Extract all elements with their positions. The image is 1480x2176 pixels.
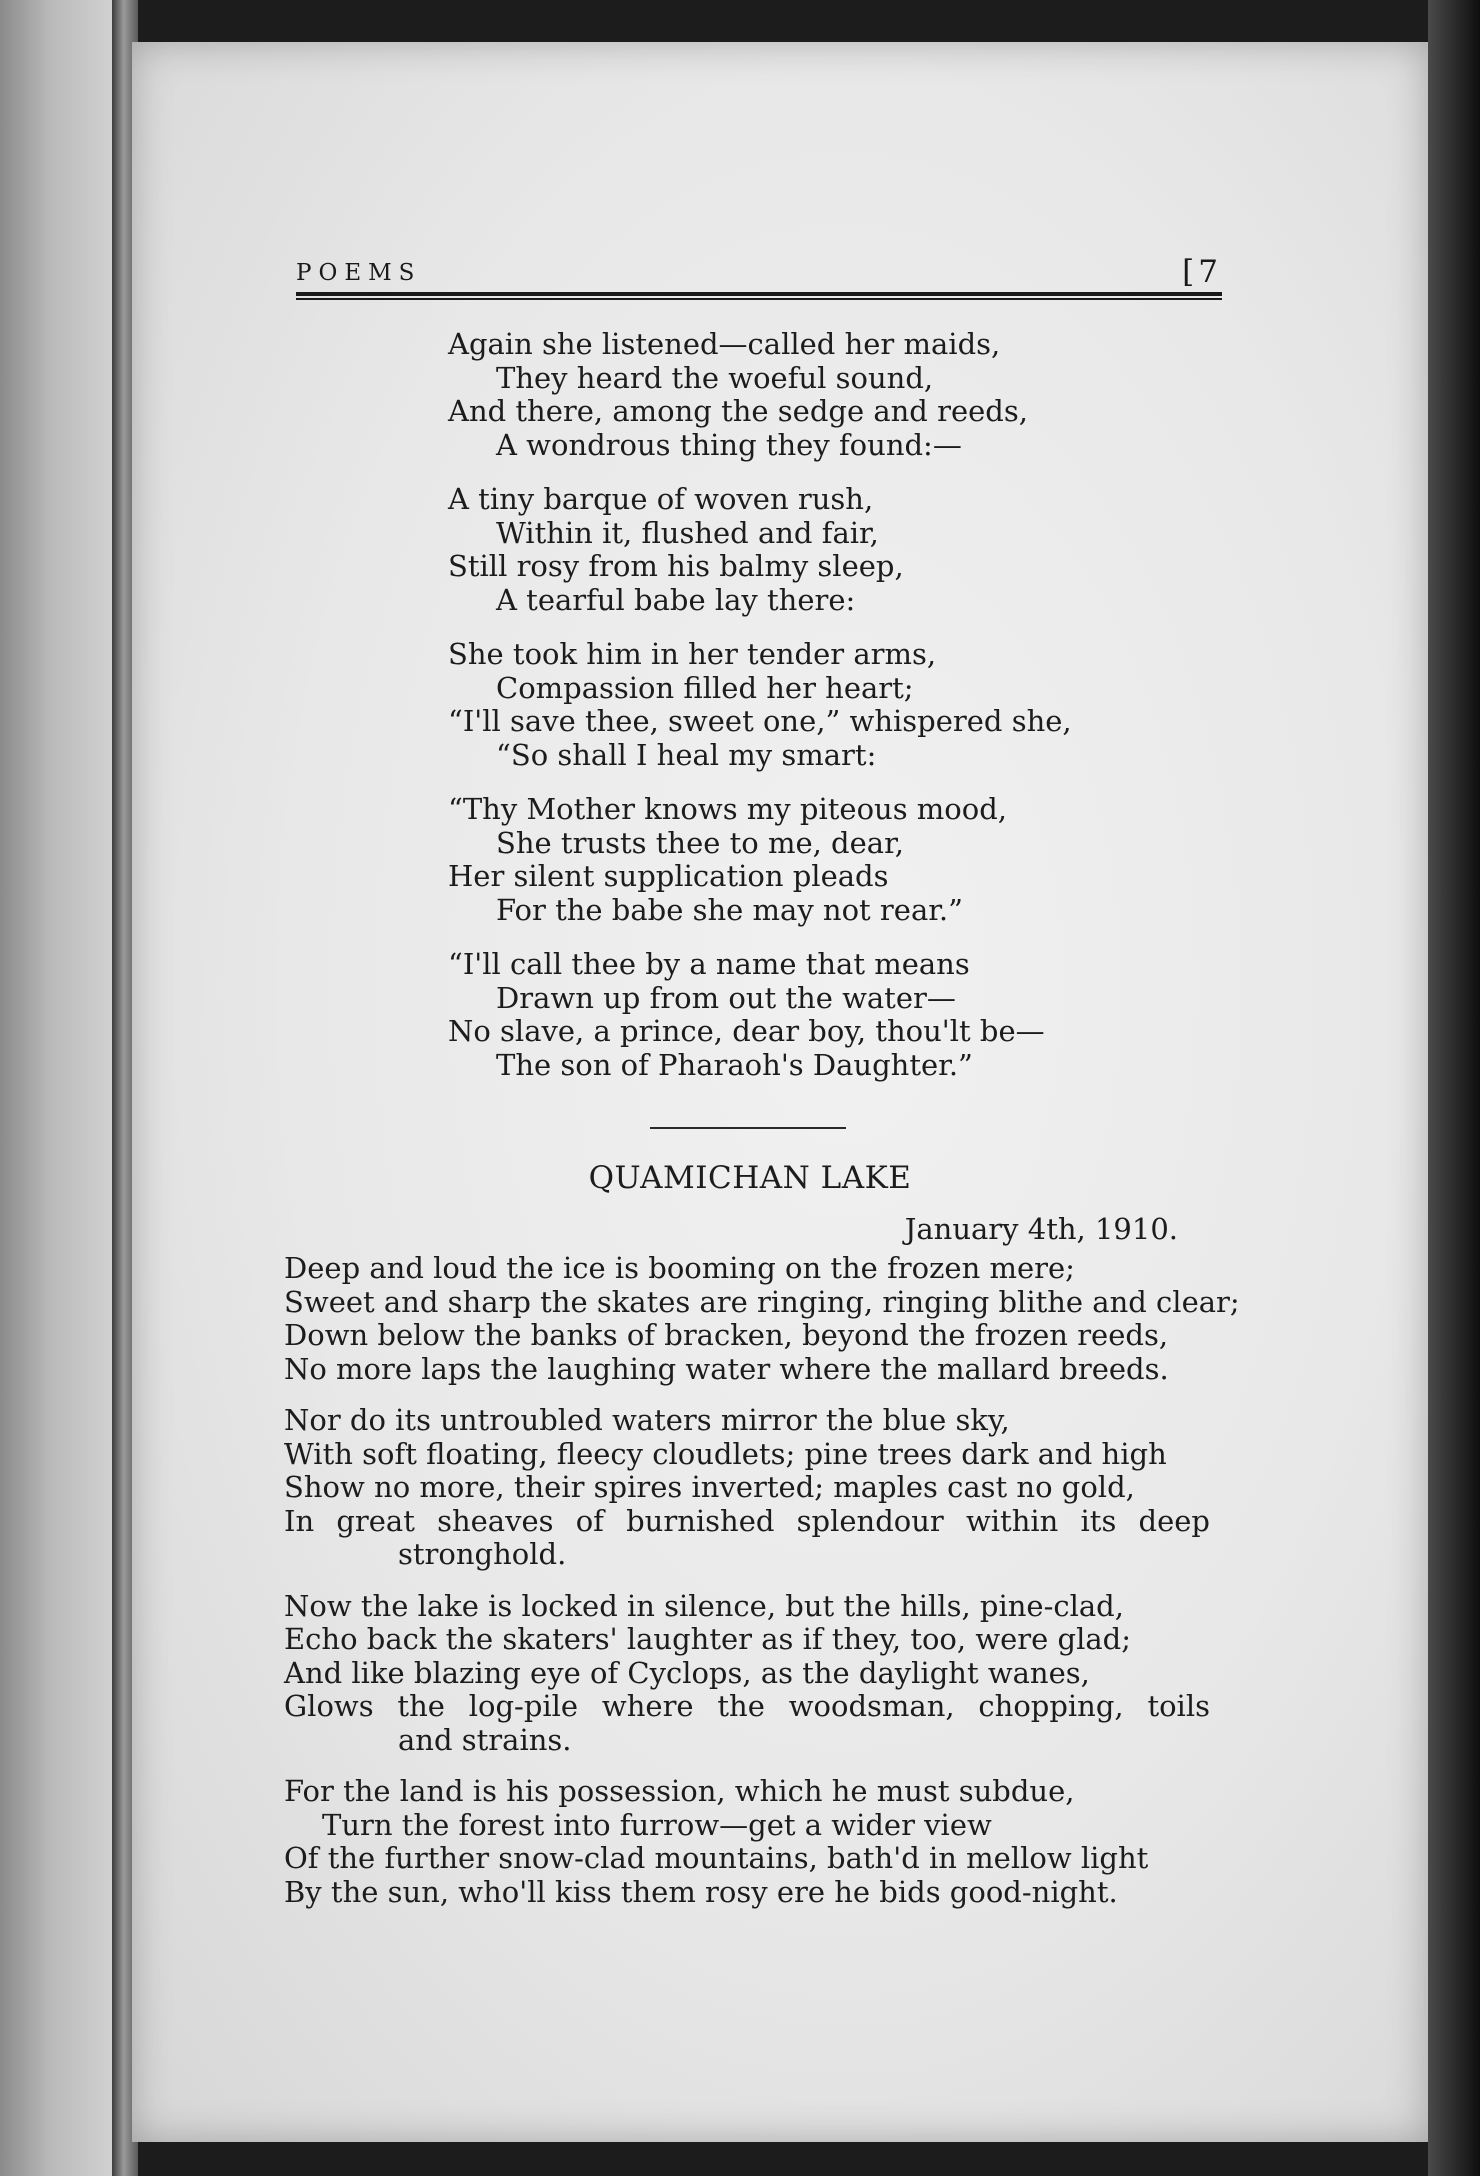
stanza [448,793,1168,927]
verse-line: And there, among the sedge and reeds, [448,394,1028,428]
verse-line: Deep and loud the ice is booming on the frozen mere; [284,1251,1075,1285]
stanza [284,1775,1210,1909]
stanza [448,483,1168,617]
verse-line: In great sheaves of burnished splendour within its deep [284,1503,1210,1538]
verse-line: Nor do its untroubled waters mirror the blue sky, [284,1403,1010,1437]
poem-date: January 4th, 1910. [904,1212,1178,1246]
poem-title: QUAMICHAN LAKE [588,1160,912,1196]
verse-line: “Thy Mother knows my piteous mood, [448,792,1008,826]
verse-line: They heard the woeful sound, [496,360,934,395]
verse-line: Show no more, their spires inverted; maples cast no gold, [284,1470,1135,1504]
page-number: [7 [1182,254,1222,290]
stanza [448,948,1168,1082]
stanza [284,1404,1210,1572]
stanza [448,638,1168,772]
facing-page-edge [0,0,125,2176]
verse-line: For the babe she may not rear.” [496,892,963,927]
verse-line: Glows the log-pile where the woodsman, chopping, toils [284,1689,1210,1723]
verse-line: A wondrous thing they found:— [496,427,962,462]
section-divider [650,1127,846,1129]
running-head [296,248,1222,292]
scan-border [1428,0,1480,2176]
verse-line: Turn the forest into furrow—get a wider view [322,1807,992,1842]
verse-line: Still rosy from his balmy sleep, [448,549,904,583]
verse-line: Sweet and sharp the skates are ringing, ringing blithe and clear; [284,1284,1240,1319]
verse-line: By the sun, who'll kiss them rosy ere he bids good-night. [284,1874,1118,1909]
poem-pharaohs-daughter [448,328,1168,1103]
header-rule [296,292,1222,300]
verse-line: A tiny barque of woven rush, [448,482,874,516]
verse-line: Within it, flushed and fair, [496,515,879,550]
verse-line: And like blazing eye of Cyclops, as the daylight wanes, [284,1655,1090,1690]
verse-line: Drawn up from out the water— [496,980,956,1015]
verse-line-runover: and strains. [398,1722,572,1757]
poem-quamichan-lake [284,1251,1240,1927]
verse-line: “So shall I heal my smart: [496,737,877,772]
verse-line: She took him in her tender arms, [448,637,937,671]
verse-line: For the land is his possession, which he must subdue, [284,1774,1075,1808]
verse-line: The son of Pharaoh's Daughter.” [496,1047,973,1082]
verse-line: Now the lake is locked in silence, but the hills, pine-clad, [284,1588,1124,1623]
verse-line: No slave, a prince, dear boy, thou'lt be— [448,1014,1045,1048]
stanza [284,1590,1210,1758]
verse-line: With soft floating, fleecy cloudlets; pine trees dark and high [284,1436,1167,1471]
verse-line: “I'll save thee, sweet one,” whispered she, [448,704,1072,738]
verse-line: “I'll call thee by a name that means [448,947,970,981]
verse-line: No more laps the laughing water where the mallard breeds. [284,1351,1169,1386]
verse-line: Compassion filled her heart; [496,670,914,705]
verse-line: Of the further snow-clad mountains, bath'd in mellow light [284,1841,1149,1875]
verse-line-runover: stronghold. [398,1537,567,1571]
verse-line: Down below the banks of bracken, beyond the frozen reeds, [284,1318,1169,1352]
verse-line: Echo back the skaters' laughter as if they, too, were glad; [284,1622,1132,1656]
verse-line: She trusts thee to me, dear, [496,825,904,860]
stanza [284,1251,1240,1386]
verse-line: Her silent supplication pleads [448,859,889,893]
verse-line: Again she listened—called her maids, [448,327,1001,361]
verse-line: A tearful babe lay there: [496,582,856,617]
running-title: POEMS [296,260,422,286]
stanza [448,328,1168,462]
